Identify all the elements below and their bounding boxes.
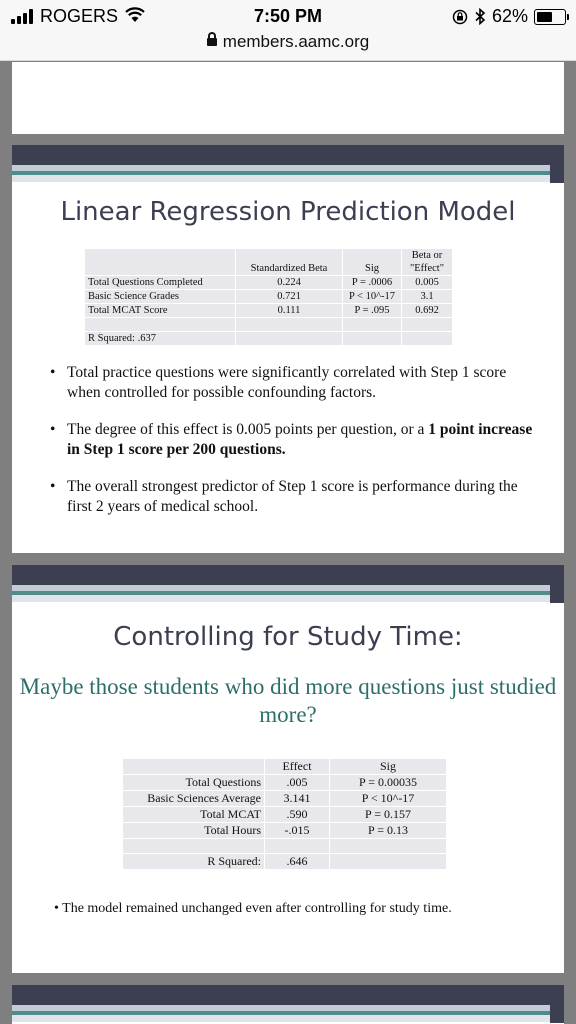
table-row <box>123 791 447 807</box>
column-header-line: "Effect" <box>409 263 445 274</box>
cell-sig: P = 0.13 <box>330 823 447 839</box>
slide-previous <box>12 62 564 134</box>
slide-header-band <box>12 565 564 585</box>
slide-header-band-light2 <box>12 1015 564 1022</box>
table-row <box>85 304 453 318</box>
cell-sig: P = .095 <box>343 304 402 318</box>
table-header-empty <box>85 249 236 276</box>
clock-time: 7:50 PM <box>253 6 323 26</box>
slide-header-corner <box>550 165 564 183</box>
row-label: Basic Sciences Average <box>123 791 265 807</box>
slide-header-corner <box>550 585 564 603</box>
row-label: Total Questions Completed <box>85 276 236 290</box>
slide-next <box>12 985 564 1024</box>
row-label: Basic Science Grades <box>85 290 236 304</box>
cell-empty <box>236 332 343 346</box>
slide-subtitle: Maybe those students who did more questions just studied more? <box>19 674 557 728</box>
bullet-bold-text: 1 point increase in Step 1 score per 200 questions. <box>67 421 533 458</box>
row-label: Total Questions <box>123 775 265 791</box>
cell-empty <box>265 839 330 854</box>
cell-beta: 0.111 <box>236 304 343 318</box>
cell-empty <box>330 854 447 870</box>
carrier-name: ROGERS <box>40 6 119 26</box>
bullet-item: • Total practice questions were significantly correlated with Step 1 score when controlled for possible confounding factors. <box>50 363 540 403</box>
cell-empty <box>343 318 402 332</box>
cell-empty <box>330 839 447 854</box>
slide-header-band <box>12 145 564 165</box>
r-squared-label: R Squared: <box>123 854 265 870</box>
table-row <box>123 823 447 839</box>
table-row <box>123 807 447 823</box>
column-header: Sig <box>343 249 402 276</box>
slide-header-band <box>12 985 564 1005</box>
slide-header-band-light2 <box>12 595 564 602</box>
bullet-item: • The overall strongest predictor of Step 1 score is performance during the first 2 years of medical school. <box>50 477 540 517</box>
orientation-lock-icon <box>452 9 468 25</box>
cell-empty <box>402 332 453 346</box>
cell-effect: .005 <box>265 775 330 791</box>
r-squared-value: .646 <box>265 854 330 870</box>
table-row <box>123 775 447 791</box>
cell-sig: P < 10^-17 <box>343 290 402 304</box>
cell-empty <box>343 332 402 346</box>
cell-empty <box>236 318 343 332</box>
cell-effect: 3.1 <box>402 290 453 304</box>
row-label: Total Hours <box>123 823 265 839</box>
browser-status-bar <box>0 0 576 61</box>
bullet-item <box>50 420 540 460</box>
status-right-group <box>452 6 566 27</box>
slide-header-corner <box>550 1005 564 1023</box>
column-header-line: Beta or <box>411 250 443 261</box>
cell-effect: 0.692 <box>402 304 453 318</box>
r-squared: R Squared: .637 <box>85 332 236 346</box>
bluetooth-icon <box>474 8 486 25</box>
cell-effect: -.015 <box>265 823 330 839</box>
status-row <box>0 6 576 28</box>
slide-study-time <box>12 565 564 973</box>
table-header-row <box>123 759 447 775</box>
cell-empty <box>123 839 265 854</box>
cell-empty <box>402 318 453 332</box>
cell-beta: 0.224 <box>236 276 343 290</box>
row-label: Total MCAT Score <box>85 304 236 318</box>
cell-effect: .590 <box>265 807 330 823</box>
table-row <box>85 290 453 304</box>
url-text: members.aamc.org <box>222 32 370 51</box>
address-bar[interactable] <box>0 32 576 52</box>
cell-beta: 0.721 <box>236 290 343 304</box>
controlled-table <box>123 759 447 870</box>
cell-sig: P < 10^-17 <box>330 791 447 807</box>
table-header-empty <box>123 759 265 775</box>
cell-effect: 3.141 <box>265 791 330 807</box>
table-header-row <box>85 249 453 276</box>
battery-icon <box>534 9 566 25</box>
table-row-empty <box>123 839 447 854</box>
table-row <box>123 854 447 870</box>
bullet-text: The degree of this effect is 0.005 points per question, or a <box>67 421 429 438</box>
bullet-list <box>50 363 540 534</box>
slide-linear-regression <box>12 145 564 553</box>
column-header: Sig <box>330 759 447 775</box>
table-row <box>85 332 453 346</box>
column-header: Standardized Beta <box>236 249 343 276</box>
cell-empty <box>85 318 236 332</box>
note-text: The model remained unchanged even after controlling for study time. <box>62 901 452 916</box>
regression-table <box>85 249 453 346</box>
table-row-empty <box>85 318 453 332</box>
column-header: Effect <box>265 759 330 775</box>
slide-note: • The model remained unchanged even after controlling for study time. <box>54 901 452 916</box>
cell-sig: P = 0.157 <box>330 807 447 823</box>
battery-percent: 62% <box>491 6 528 26</box>
cell-sig: P = 0.00035 <box>330 775 447 791</box>
table-row <box>85 276 453 290</box>
column-header-effect <box>402 249 453 276</box>
lock-icon <box>207 38 217 46</box>
cell-sig: P = .0006 <box>343 276 402 290</box>
slide-title: Linear Regression Prediction Model <box>60 197 516 227</box>
slide-title: Controlling for Study Time: <box>113 622 463 652</box>
slide-header-band-light2 <box>12 175 564 182</box>
row-label: Total MCAT <box>123 807 265 823</box>
cell-effect: 0.005 <box>402 276 453 290</box>
